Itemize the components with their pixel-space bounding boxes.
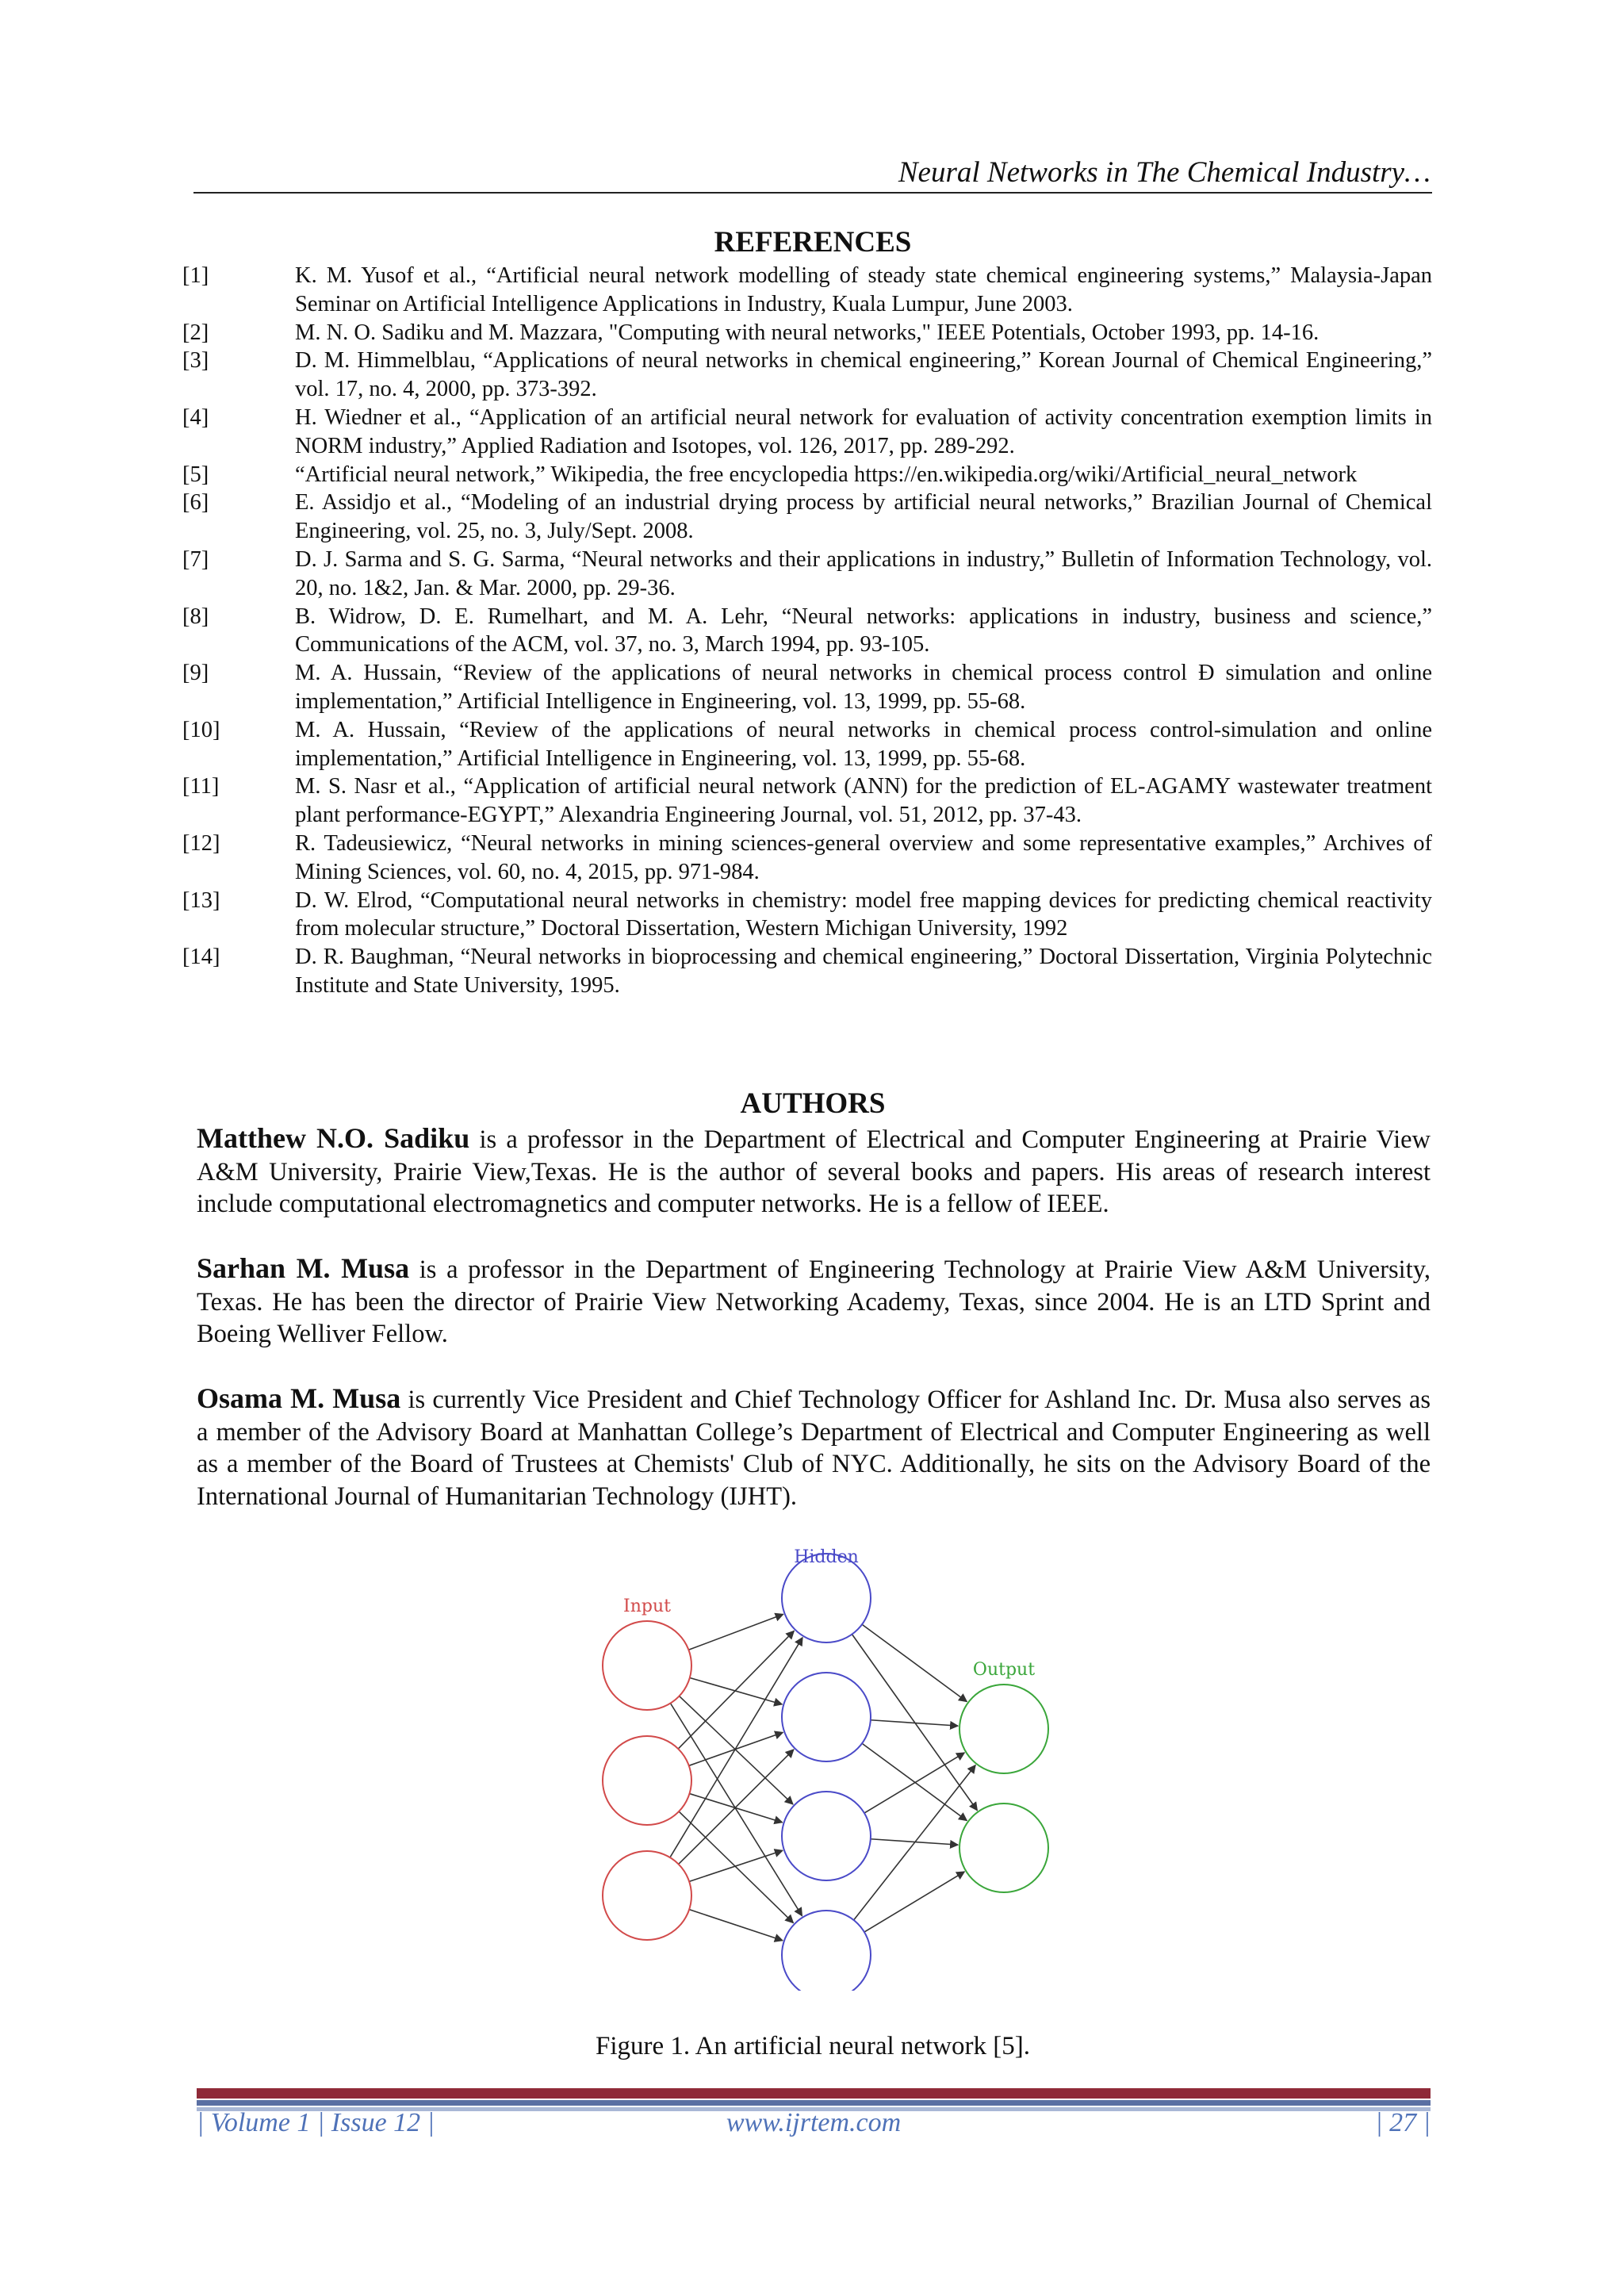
connection-arrow [689, 1850, 783, 1881]
input-node [603, 1851, 691, 1940]
figure-caption: Figure 1. An artificial neural network [5]. [596, 2032, 1030, 2060]
reference-item [182, 830, 1432, 887]
reference-item [182, 659, 1432, 716]
author-bio [197, 1122, 1431, 1221]
authors-title: AUTHORS [740, 1087, 886, 1120]
output-node [959, 1685, 1048, 1773]
reference-item [182, 489, 1432, 546]
reference-text: D. R. Baughman, “Neural networks in bioprocessing and chemical engineering,” Doctoral Dissertation, Virginia Polytechnic Institute and State University, 1995. [295, 945, 1432, 998]
neural-network-diagram [587, 1539, 1063, 1991]
reference-item [182, 943, 1432, 1000]
reference-text: D. J. Sarma and S. G. Sarma, “Neural networks and their applications in industry,” Bulletin of Information Technology, vol. 20, no. 1&2, Jan. & Mar. 2000, pp. 29-36. [295, 546, 1432, 600]
reference-item [182, 603, 1432, 660]
reference-text: E. Assidjo et al., “Modeling of an industrial drying process by artificial neural networks,” Brazilian Journal of Chemical Engineering, vol. 25, no. 3, July/Sept. 2008. [295, 490, 1432, 544]
running-head: Neural Networks in The Chemical Industry… [898, 156, 1431, 189]
reference-item [182, 772, 1432, 830]
connection-arrow [864, 1872, 964, 1932]
reference-number: [2] [182, 320, 209, 345]
author-bios [197, 1122, 1431, 1545]
reference-item [182, 319, 1432, 347]
author-name: Matthew N.O. Sadiku [197, 1122, 470, 1154]
reference-text: K. M. Yusof et al., “Artificial neural network modelling of steady state chemical engineering systems,” Malaysia-Japan Seminar on Artificial Intelligence Applications in Industry, Kuala Lumpur, June 2003. [295, 263, 1432, 316]
connection-arrow [678, 1631, 794, 1749]
references-title: REFERENCES [714, 226, 912, 259]
author-description: is currently Vice President and Chief Technology Officer for Ashland Inc. Dr. Musa also serves as a member of the Advisory Board at Manhattan College’s Department of Electrical and Computer Engineering as well as a member of the Board of Trustees at Chemists' Club of NYC. Additionally, he sits on the Advisory Board of the International Journal of Humanitarian Technology (IJHT). [197, 1386, 1431, 1511]
reference-item [182, 716, 1432, 773]
connection-arrows [670, 1614, 977, 1940]
reference-text: D. W. Elrod, “Computational neural networks in chemistry: model free mapping devices for predicting chemical reactivity from molecular structure,” Doctoral Dissertation, Western Michigan University, 1992 [295, 887, 1432, 941]
footer-band-blue [197, 2100, 1431, 2106]
connection-arrow [689, 1794, 782, 1823]
reference-text: M. A. Hussain, “Review of the applications of neural networks in chemical process control-simulation and online implementation,” Artificial Intelligence in Engineering, vol. 13, 1999, pp. 55-68. [295, 717, 1432, 771]
reference-text: “Artificial neural network,” Wikipedia, the free encyclopedia https://en.wikipedia.org/wiki/Artificial_neural_network [295, 462, 1358, 487]
footer-volume-issue: | Volume 1 | Issue 12 | [197, 2108, 435, 2137]
author-bio [197, 1382, 1431, 1512]
reference-number: [4] [182, 404, 209, 430]
reference-number: [8] [182, 604, 209, 629]
author-name: Osama M. Musa [197, 1382, 401, 1414]
reference-number: [5] [182, 462, 209, 487]
reference-text: D. M. Himmelblau, “Applications of neural networks in chemical engineering,” Korean Journal of Chemical Engineering,” vol. 17, no. 4, 2000, pp. 373-392. [295, 348, 1432, 402]
connection-arrow [862, 1624, 967, 1701]
author-description: is a professor in the Department of Engineering Technology at Prairie View A&M University, Texas. He has been the director of Prairie View Networking Academy, Texas, since 2004. He is an LTD Sprint and Boeing Welliver Fellow. [197, 1255, 1431, 1348]
hidden-node [782, 1792, 871, 1880]
neural-network-figure [587, 1539, 1063, 1991]
reference-number: [3] [182, 348, 209, 374]
connection-arrow [862, 1743, 967, 1820]
footer-website: www.ijrtem.com [726, 2108, 902, 2137]
reference-number: [7] [182, 546, 209, 572]
reference-item [182, 546, 1432, 603]
reference-number: [11] [182, 774, 220, 799]
connection-arrow [688, 1614, 783, 1650]
connection-arrow [679, 1750, 794, 1865]
reference-item [182, 347, 1432, 404]
reference-text: M. A. Hussain, “Review of the applications of neural networks in chemical process control Ð simulation and online implementation,” Artificial Intelligence in Engineering, vol. 13, 1999, pp. 55-68. [295, 661, 1432, 714]
header-rule [193, 192, 1432, 194]
footer-band-red [197, 2088, 1431, 2099]
output-node [959, 1803, 1048, 1892]
reference-item [182, 262, 1432, 319]
reference-text: H. Wiedner et al., “Application of an artificial neural network for evaluation of activity concentration exemption limits in NORM industry,” Applied Radiation and Isotopes, vol. 126, 2017, pp. 289-292. [295, 404, 1432, 458]
author-bio [197, 1252, 1431, 1351]
hidden-node [782, 1673, 871, 1761]
reference-number: [12] [182, 830, 220, 856]
reference-number: [1] [182, 263, 209, 288]
reference-item [182, 404, 1432, 461]
reference-number: [10] [182, 717, 220, 742]
hidden-layer-label: Hidden [794, 1547, 859, 1567]
reference-item [182, 461, 1432, 489]
reference-number: [14] [182, 945, 220, 970]
input-node [603, 1736, 691, 1825]
connection-arrow [680, 1696, 793, 1804]
output-layer-label: Output [972, 1660, 1036, 1680]
reference-number: [9] [182, 661, 209, 686]
network-nodes [603, 1554, 1048, 1991]
connection-arrow [864, 1753, 964, 1813]
author-description: is a professor in the Department of Electrical and Computer Engineering at Prairie View A&M University, Prairie View,Texas. He is the author of several books and papers. His areas of research interest include computational electromagnetics and computer networks. He is a fellow of IEEE. [197, 1125, 1431, 1218]
connection-arrow [690, 1677, 782, 1704]
reference-number: [13] [182, 887, 220, 913]
footer-page-number: | 27 | [1375, 2108, 1431, 2137]
reference-text: M. N. O. Sadiku and M. Mazzara, "Computing with neural networks," IEEE Potentials, October 1993, pp. 14-16. [295, 320, 1320, 345]
page-footer [197, 2108, 1431, 2145]
reference-text: B. Widrow, D. E. Rumelhart, and M. A. Lehr, “Neural networks: applications in industry, business and science,” Communications of the ACM, vol. 37, no. 3, March 1994, pp. 93-105. [295, 604, 1432, 657]
input-node [603, 1621, 691, 1710]
connection-arrow [689, 1910, 783, 1941]
reference-list [182, 262, 1432, 1000]
connection-arrow [679, 1811, 793, 1922]
reference-text: M. S. Nasr et al., “Application of artificial neural network (ANN) for the prediction of EL-AGAMY wastewater treatment plant performance-EGYPT,” Alexandria Engineering Journal, vol. 51, 2012, pp. 37-43. [295, 774, 1432, 828]
hidden-node [782, 1911, 871, 1991]
input-layer-label: Input [623, 1596, 671, 1616]
connection-arrow [854, 1765, 976, 1920]
reference-text: R. Tadeusiewicz, “Neural networks in mining sciences-general overview and some representative examples,” Archives of Mining Sciences, vol. 60, no. 4, 2015, pp. 971-984. [295, 830, 1432, 884]
reference-number: [6] [182, 490, 209, 516]
reference-item [182, 887, 1432, 944]
author-name: Sarhan M. Musa [197, 1252, 410, 1284]
